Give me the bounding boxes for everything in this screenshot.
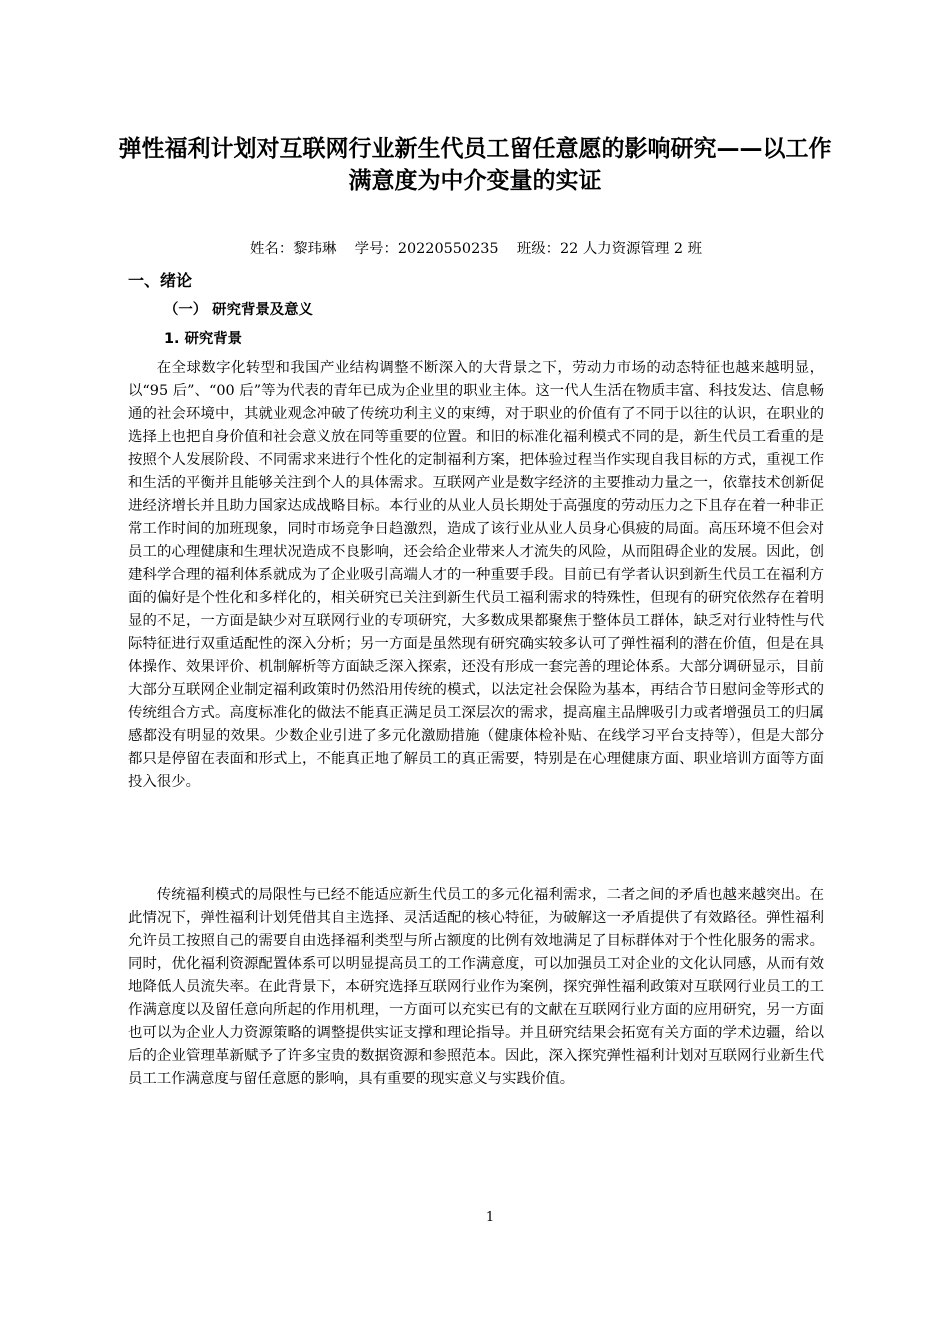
subsection-heading: （一） 研究背景及意义 <box>164 302 313 318</box>
author-info: 姓名：黎玮琳 学号：20220550235 班级：22 人力资源管理 2 班 <box>250 241 702 257</box>
page-number: 1 <box>485 1210 495 1225</box>
body-paragraph: 传统福利模式的局限性与已经不能适应新生代员工的多元化福利需求，二者之间的矛盾也越来越突出。在此情况下，弹性福利计划凭借其自主选择、灵活适配的核心特征，为破解这一矛盾提供了有效路径。弹性福利允许员工按照自己的需要自由选择福利类型与所占额度的比例有效地满足了目标群体对于个性化服务的需求。同时，优化福利资源配置体系可以明显提高员工的工作满意度，可以加强员工对企业的文化认同感，从而有效地降低人员流失率。在此背景下，本研究选择互联网行业作为案例，探究弹性福利政策对互联网行业员工的工作满意度以及留任意向所起的作用机理，一方面可以充实已有的文献在互联网行业方面的应用研究，另一方面也可以为企业人力资源策略的调整提供实证支撑和理论指导。并且研究结果会拓宽有关方面的学术边疆，给以后的企业管理革新赋予了许多宝贵的数据资源和参照范本。因此，深入探究弹性福利计划对互联网行业新生代员工工作满意度与留任意愿的影响，具有重要的现实意义与实践价值。 <box>128 887 824 1087</box>
section-heading: 一、绪论 <box>128 271 193 290</box>
body-paragraph: 在全球数字化转型和我国产业结构调整不断深入的大背景之下，劳动力市场的动态特征也越来越明显，以“95 后”、“00 后”等为代表的青年已成为企业里的职业主体。这一代人生活在物质丰富、科技发达、信息畅通的社会环境中，其就业观念冲破了传统功利主义的束缚，对于职业的价值有了不同于以往的认识，在职业的选择上也把自身价值和社会意义放在同等重要的位置。和旧的标准化福利模式不同的是，新生代员工看重的是按照个人发展阶段、不同需求来进行个性化的定制福利方案，把体验过程当作实现自我目标的方式，重视工作和生活的平衡并且能够关注到个人的具体需求。互联网产业是数字经济的主要推动力量之一，依靠技术创新促进经济增长并且助力国家达成战略目标。本行业的从业人员长期处于高强度的劳动压力之下且存在着一种非正常工作时间的加班现象，同时市场竞争日趋激烈，造成了该行业从业人员身心俱疲的局面。高压环境不但会对员工的心理健康和生理状况造成不良影响，还会给企业带来人才流失的风险，从而阻碍企业的发展。因此，创建科学合理的福利体系就成为了企业吸引高端人才的一种重要手段。目前已有学者认识到新生代员工在福利方面的偏好是个性化和多样化的，相关研究已关注到新生代员工福利需求的特殊性，但现有的研究依然存在着明显的不足，一方面是缺少对互联网行业的专项研究，大多数成果都聚焦于整体员工群体，缺乏对行业特性与代际特征进行双重适配性的深入分析；另一方面是虽然现有研究确实较多认可了弹性福利的潜在价值，但是在具体操作、效果评价、机制解析等方面缺乏深入探索，还没有形成一套完善的理论体系。大部分调研显示，目前大部分互联网企业制定福利政策时仍然沿用传统的模式，以法定社会保险为基本，再结合节日慰问金等形式的传统组合方式。高度标准化的做法不能真正满足员工深层次的需求，提高雇主品牌吸引力或者增强员工的归属感都没有明显的效果。少数企业引进了多元化激励措施（健康体检补贴、在线学习平台支持等），但是大部分都只是停留在表面和形式上，不能真正地了解员工的真正需要，特别是在心理健康方面、职业培训方面等方面投入很少。 <box>128 360 824 790</box>
subsubsection-heading: 1. 研究背景 <box>164 331 243 347</box>
paper-title: 弹性福利计划对互联网行业新生代员工留任意愿的影响研究——以工作满意度为中介变量的实证 <box>118 136 832 194</box>
